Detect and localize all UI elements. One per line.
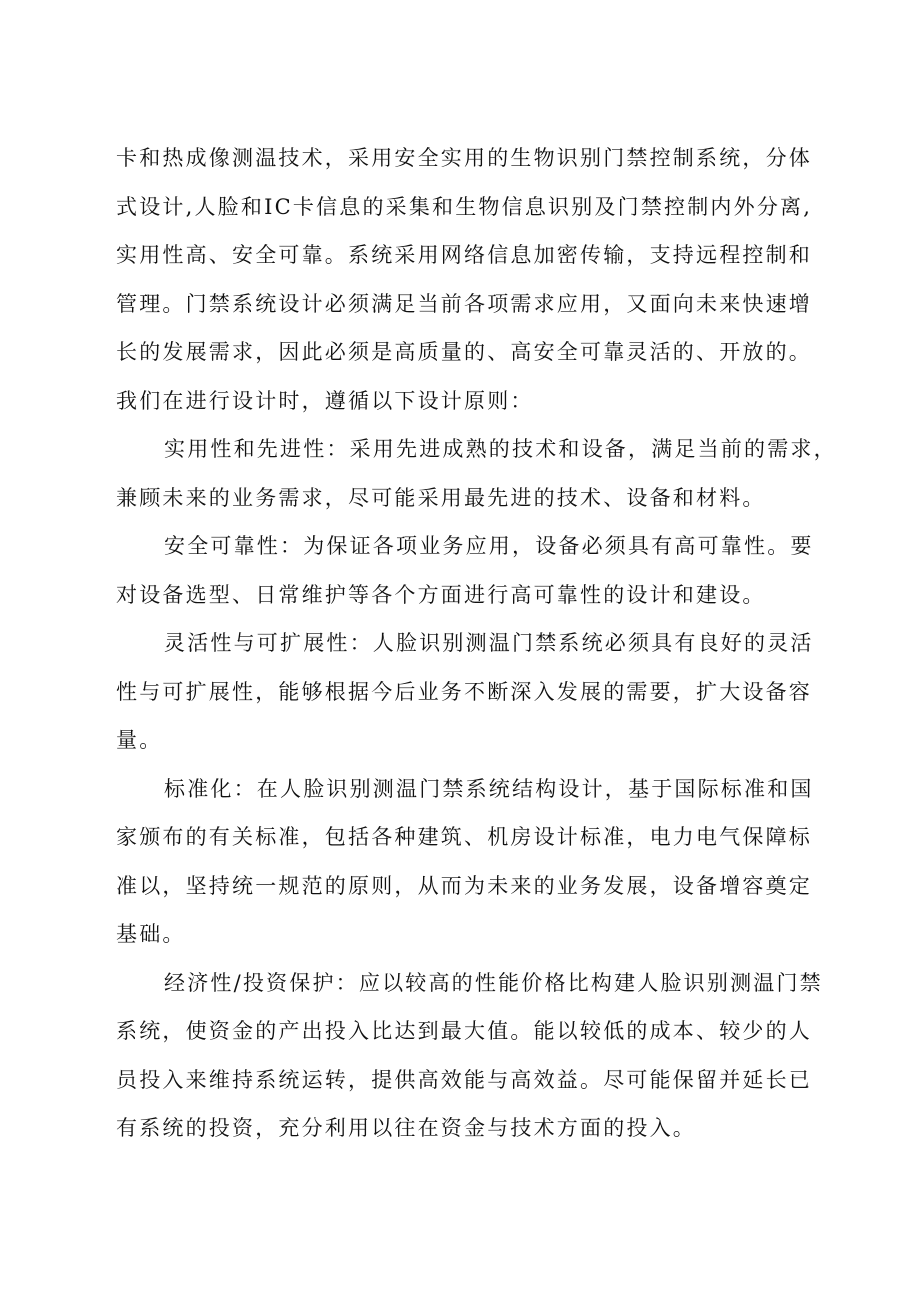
- paragraph-first-line: 灵活性与可扩展性：人脸识别测温门禁系统必须具有良好的灵活: [164, 631, 814, 655]
- text-line: 量。: [116, 728, 163, 752]
- text-line: 基础。: [116, 922, 186, 946]
- text-line: 家颁布的有关标准，包括各种建筑、机房设计标准，电力电气保障标: [116, 825, 812, 849]
- text-line: 长的发展需求，因此必须是高质量的、高安全可靠灵活的、开放的。: [116, 340, 812, 364]
- paragraph-first-line: 经济性/投资保护：应以较高的性能价格比构建人脸识别测温门禁: [164, 970, 823, 995]
- text-line: 性与可扩展性，能够根据今后业务不断深入发展的需要，扩大设备容: [116, 679, 812, 704]
- paragraph-first-line: 标准化：在人脸识别测温门禁系统结构设计，基于国际标准和国: [164, 776, 814, 801]
- text-line: 准以，坚持统一规范的原则，从而为未来的业务发展，设备增容奠定: [116, 873, 812, 898]
- text-line: 我们在进行设计时，遵循以下设计原则：: [116, 388, 534, 413]
- text-line: 管理。门禁系统设计必须满足当前各项需求应用，又面向未来快速增: [116, 291, 812, 316]
- text-line: 对设备选型、日常维护等各个方面进行高可靠性的设计和建设。: [116, 582, 766, 607]
- paragraph-first-line: 安全可靠性：为保证各项业务应用，设备必须具有高可靠性。要: [164, 534, 814, 558]
- text-line: 系统，使资金的产出投入比达到最大值。能以较低的成本、较少的人: [116, 1019, 812, 1043]
- text-line: 式设计,人脸和IC卡信息的采集和生物信息识别及门禁控制内外分离,: [116, 194, 813, 219]
- paragraph-first-line: 实用性和先进性：采用先进成熟的技术和设备，满足当前的需求，: [164, 437, 837, 461]
- text-line: 员投入来维持系统运转，提供高效能与高效益。尽可能保留并延长已: [116, 1067, 812, 1092]
- text-line: 卡和热成像测温技术，采用安全实用的生物识别门禁控制系统，分体: [116, 146, 812, 170]
- body-text: [116, 134, 837, 1153]
- text-line: 实用性高、安全可靠。系统采用网络信息加密传输，支持远程控制和: [116, 243, 812, 267]
- text-line: 兼顾未来的业务需求，尽可能采用最先进的技术、设备和材料。: [116, 485, 766, 510]
- text-line: 有系统的投资，充分利用以往在资金与技术方面的投入。: [116, 1116, 696, 1140]
